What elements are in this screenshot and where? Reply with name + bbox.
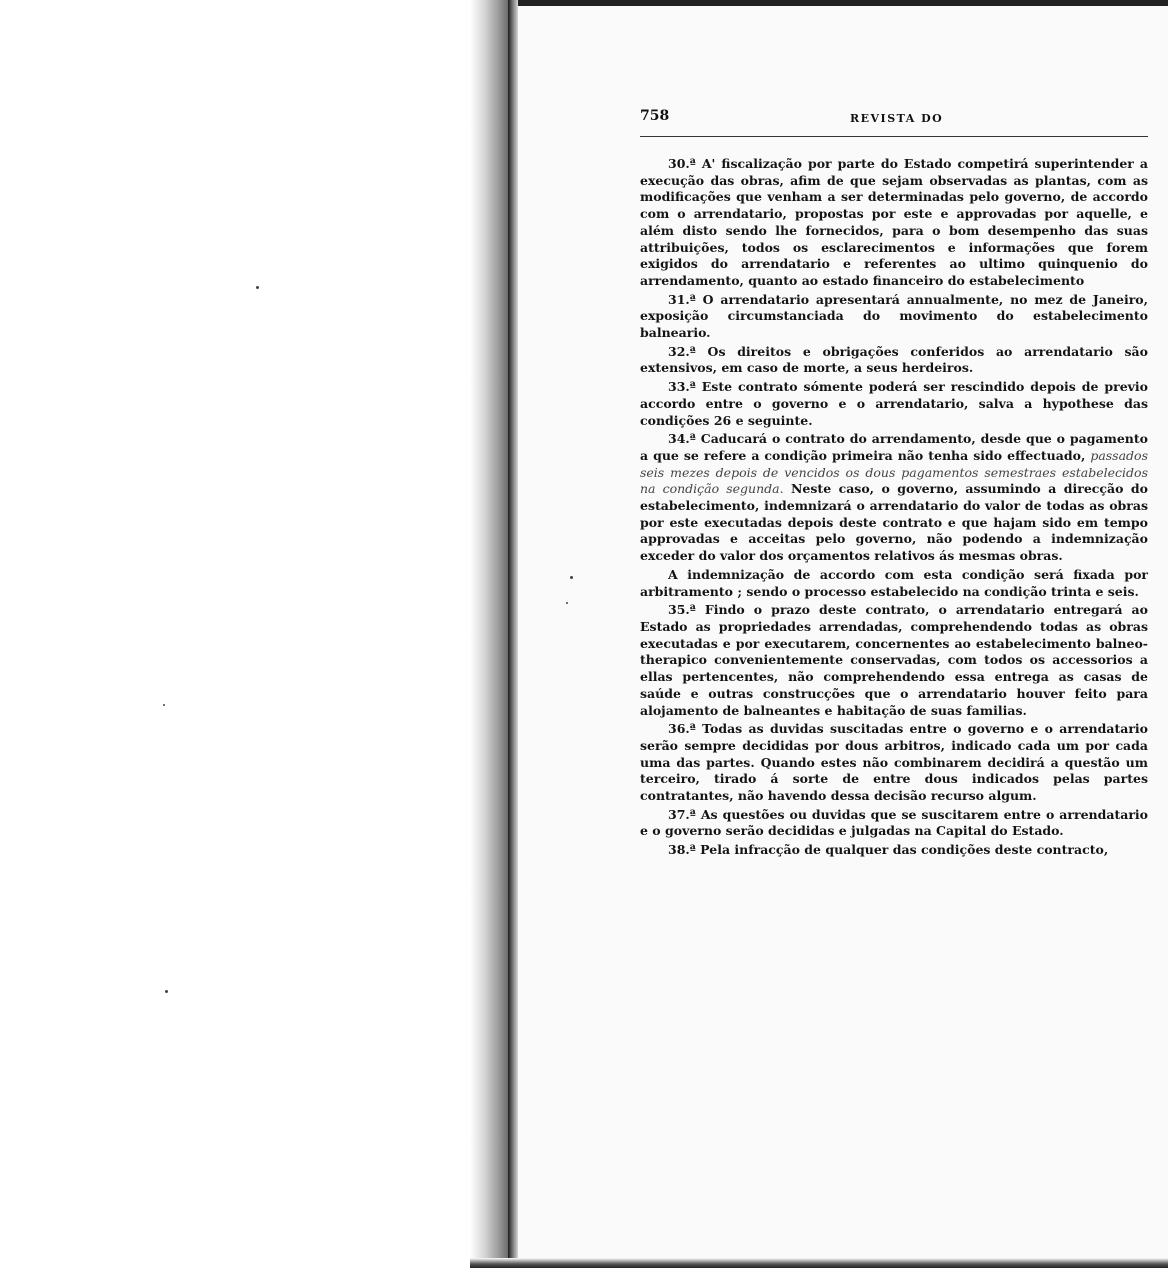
page-number: 758 — [640, 108, 670, 124]
page-bottom-edge — [470, 1258, 1168, 1268]
speck — [566, 602, 568, 604]
page-header — [640, 108, 1148, 137]
page-body — [640, 156, 1148, 861]
clause-36: 36.ª Todas as duvidas suscitadas entre o governo e o arrendatario serão sempre decididas por dous arbitros, indicado cada um por cada uma das partes. Quando estes não combinarem decidirá a questão um terceiro, tirado á sorte de entre dous indicados pelas partes contratantes, não havendo dessa decisão recurso algum. — [640, 721, 1148, 804]
clause-34-italic-note: passados seis mezes depois de vencidos os dous pagamentos semestraes estabelecidos na condição segunda. — [640, 447, 1148, 497]
speck — [256, 286, 259, 289]
speck — [570, 576, 573, 579]
book-gutter-edge — [508, 0, 518, 1268]
speck — [163, 704, 165, 706]
clause-34 — [640, 431, 1148, 565]
clause-31: 31.ª O arrendatario apresentará annualmente, no mez de Janeiro, exposição circumstanciada do movimento do estabelecimento balneario. — [640, 291, 1148, 341]
clause-37: 37.ª As questões ou duvidas que se suscitarem entre o arrendatario e o governo serão decididas e julgadas na Capital do Estado. — [640, 806, 1148, 839]
clause-34-text-after: Neste caso, o governo, assumindo a direcção do estabelecimento, indemnizará o arrendatario do valor de todas as obras por este executadas depois deste contrato e que hajam sido em tempo approvadas e acceitas pelo governo, não podendo a indemnização exceder do valor dos orçamentos relativos ás mesmas obras. — [640, 481, 1148, 564]
clause-34-text-before: 34.ª Caducará o contrato do arrendamento, desde que o pagamento a que se refere a condição primeira não tenha sido effectuado, — [640, 431, 1148, 463]
clause-32: 32.ª Os direitos e obrigações conferidos ao arrendatario são extensivos, em caso de morte, a seus herdeiros. — [640, 343, 1148, 376]
left-page-blank — [0, 0, 470, 1268]
running-head: REVISTA DO — [850, 112, 944, 125]
clause-33: 33.ª Este contrato sómente poderá ser rescindido depois de previo accordo entre o governo e o arrendatario, salva a hypothese das condições 26 e seguinte. — [640, 379, 1148, 428]
clause-35: 35.ª Findo o prazo deste contrato, o arrendatario entregará ao Estado as propriedades arrendadas, comprehendendo todas as obras executadas e por executarem, concernentes ao estabelecimento balneo-therapico convenientemente conservadas, com todos os accessorios a ellas pertencentes, não comprehendendo essa entrega as casas de saúde e outras construcções que o arrendatario houver feito para alojamento de balneantes e habitação de suas familias. — [640, 602, 1148, 718]
clause-38: 38.ª Pela infracção de qualquer das condições deste contracto, — [668, 842, 1109, 858]
clause-30: 30.ª A' fiscalização por parte do Estado competirá superintender a execução das obras, afim de que sejam observadas as plantas, com as modificações que venham a ser determinadas pelo governo, de accordo com o arrendatario, propostas por este e approvadas por aquelle, e além disto sendo lhe fornecidos, para o bom desempenho das suas attribuições, todos os esclarecimentos e informações que forem exigidos do arrendatario e referentes ao ultimo quinquenio do arrendamento, quanto ao estado financeiro do estabelecimento — [640, 156, 1148, 288]
clause-34-indemnization: A indemnização de accordo com esta condição será fixada por arbitramento ; sendo o processo estabelecido na condição trinta e seis. — [640, 566, 1148, 599]
speck — [165, 990, 168, 993]
